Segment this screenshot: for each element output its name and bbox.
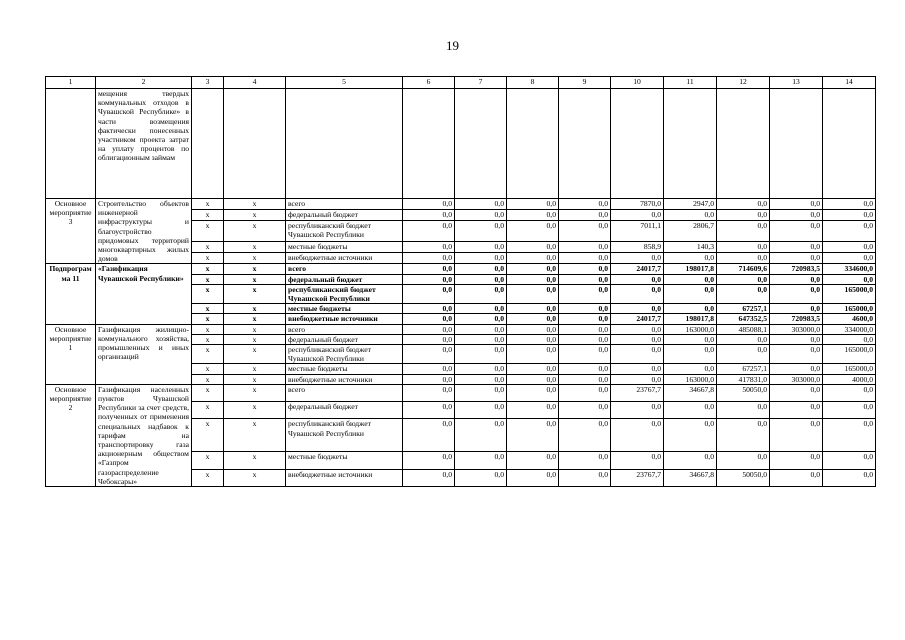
- amount-cell: 0,0: [507, 253, 559, 264]
- amount-cell: 0,0: [770, 384, 823, 401]
- marker-cell: x: [192, 384, 224, 401]
- amount-cell: 4000,0: [823, 374, 876, 384]
- amount-cell: 0,0: [559, 284, 611, 303]
- amount-cell: 0,0: [823, 384, 876, 401]
- amount-cell: 0,0: [403, 334, 455, 344]
- marker-cell: x: [192, 374, 224, 384]
- amount-cell: 0,0: [507, 284, 559, 303]
- amount-cell: 0,0: [507, 304, 559, 314]
- amount-cell: 0,0: [559, 242, 611, 253]
- marker-cell: x: [224, 210, 286, 221]
- amount-cell: 0,0: [403, 221, 455, 242]
- amount-cell: 0,0: [611, 334, 664, 344]
- amount-cell: 0,0: [823, 469, 876, 486]
- marker-cell: x: [192, 242, 224, 253]
- amount-cell: 0,0: [717, 199, 770, 210]
- funding-source: всего: [286, 324, 403, 334]
- amount-cell: 0,0: [455, 210, 507, 221]
- amount-cell: 0,0: [770, 364, 823, 374]
- amount-cell: 0,0: [559, 304, 611, 314]
- amount-cell: 0,0: [455, 384, 507, 401]
- amount-cell: 0,0: [823, 221, 876, 242]
- column-header: 3: [192, 77, 224, 89]
- amount-cell: 0,0: [403, 264, 455, 274]
- funding-source: федеральный бюджет: [286, 210, 403, 221]
- amount-cell: 0,0: [403, 345, 455, 364]
- funding-source: федеральный бюджет: [286, 274, 403, 284]
- amount-cell: 0,0: [559, 334, 611, 344]
- program-code: Основное мероприятие 1: [46, 324, 96, 384]
- amount-cell: 0,0: [403, 402, 455, 419]
- amount-cell: 303000,0: [770, 374, 823, 384]
- amount-cell: 0,0: [717, 452, 770, 469]
- amount-cell: 0,0: [664, 364, 717, 374]
- amount-cell: 0,0: [611, 419, 664, 452]
- amount-cell: 0,0: [455, 264, 507, 274]
- amount-cell: 0,0: [507, 324, 559, 334]
- marker-cell: x: [192, 345, 224, 364]
- amount-cell: 0,0: [403, 469, 455, 486]
- amount-cell: 0,0: [611, 284, 664, 303]
- column-header: 14: [823, 77, 876, 89]
- amount-cell: 7870,0: [611, 199, 664, 210]
- amount-cell: 0,0: [559, 374, 611, 384]
- table-row: [46, 324, 876, 334]
- funding-source: республиканский бюджет Чувашской Республики: [286, 419, 403, 452]
- amount-cell: 0,0: [455, 374, 507, 384]
- amount-cell: 0,0: [507, 469, 559, 486]
- amount-cell: 714609,6: [717, 264, 770, 274]
- amount-cell: 0,0: [823, 253, 876, 264]
- amount-cell: 0,0: [664, 402, 717, 419]
- marker-cell: x: [224, 253, 286, 264]
- amount-cell: 0,0: [403, 452, 455, 469]
- amount-cell: 0,0: [823, 452, 876, 469]
- amount-cell: 0,0: [611, 304, 664, 314]
- program-code: Подпрограмма 11: [46, 264, 96, 324]
- amount-cell: 0,0: [455, 253, 507, 264]
- amount-cell: 303000,0: [770, 324, 823, 334]
- column-header: 13: [770, 77, 823, 89]
- amount-cell: 24017,7: [611, 314, 664, 324]
- marker-cell: x: [224, 199, 286, 210]
- table-row: [46, 199, 876, 210]
- marker-cell: x: [192, 210, 224, 221]
- page-number: 19: [446, 38, 459, 53]
- amount-cell: 23767,7: [611, 384, 664, 401]
- amount-cell: 0,0: [403, 324, 455, 334]
- amount-cell: 0,0: [559, 314, 611, 324]
- amount-cell: 0,0: [559, 253, 611, 264]
- amount-cell: 720983,5: [770, 314, 823, 324]
- marker-cell: x: [192, 364, 224, 374]
- amount-cell: 334000,0: [823, 324, 876, 334]
- amount-cell: 165000,0: [823, 284, 876, 303]
- funding-source: федеральный бюджет: [286, 334, 403, 344]
- amount-cell: 0,0: [611, 364, 664, 374]
- amount-cell: 0,0: [455, 402, 507, 419]
- amount-cell: 0,0: [770, 452, 823, 469]
- marker-cell: x: [224, 334, 286, 344]
- amount-cell: 0,0: [455, 334, 507, 344]
- marker-cell: x: [224, 284, 286, 303]
- funding-source: всего: [286, 199, 403, 210]
- amount-cell: 7011,1: [611, 221, 664, 242]
- amount-cell: 0,0: [611, 345, 664, 364]
- amount-cell: 140,3: [664, 242, 717, 253]
- amount-cell: 34667,8: [664, 469, 717, 486]
- amount-cell: 0,0: [559, 452, 611, 469]
- amount-cell: 34667,8: [664, 384, 717, 401]
- amount-cell: 0,0: [403, 199, 455, 210]
- amount-cell: 0,0: [770, 304, 823, 314]
- amount-cell: 0,0: [403, 364, 455, 374]
- marker-cell: x: [224, 345, 286, 364]
- amount-cell: 0,0: [770, 242, 823, 253]
- marker-cell: x: [192, 334, 224, 344]
- marker-cell: x: [192, 452, 224, 469]
- amount-cell: 0,0: [611, 274, 664, 284]
- marker-cell: x: [224, 419, 286, 452]
- marker-cell: x: [224, 402, 286, 419]
- marker-cell: x: [224, 304, 286, 314]
- funding-source: республиканский бюджет Чувашской Республики: [286, 345, 403, 364]
- amount-cell: 0,0: [507, 402, 559, 419]
- marker-cell: x: [224, 452, 286, 469]
- funding-source: местные бюджеты: [286, 364, 403, 374]
- amount-cell: 0,0: [403, 384, 455, 401]
- funding-source: внебюджетные источники: [286, 314, 403, 324]
- amount-cell: 0,0: [403, 304, 455, 314]
- table-row: [46, 264, 876, 274]
- amount-cell: 0,0: [664, 452, 717, 469]
- amount-cell: 0,0: [455, 221, 507, 242]
- amount-cell: 0,0: [717, 253, 770, 264]
- amount-cell: 0,0: [507, 242, 559, 253]
- column-header: 12: [717, 77, 770, 89]
- amount-cell: 0,0: [664, 304, 717, 314]
- amount-cell: 165000,0: [823, 345, 876, 364]
- marker-cell: x: [224, 324, 286, 334]
- amount-cell: 0,0: [507, 264, 559, 274]
- amount-cell: 0,0: [507, 345, 559, 364]
- marker-cell: x: [192, 419, 224, 452]
- amount-cell: 0,0: [611, 402, 664, 419]
- amount-cell: 417831,0: [717, 374, 770, 384]
- amount-cell: 0,0: [770, 221, 823, 242]
- amount-cell: 0,0: [403, 274, 455, 284]
- funding-source: местные бюджеты: [286, 452, 403, 469]
- amount-cell: 0,0: [770, 419, 823, 452]
- marker-cell: x: [224, 221, 286, 242]
- amount-cell: 0,0: [823, 274, 876, 284]
- amount-cell: 0,0: [823, 242, 876, 253]
- amount-cell: 0,0: [823, 210, 876, 221]
- marker-cell: x: [224, 384, 286, 401]
- amount-cell: 0,0: [403, 242, 455, 253]
- amount-cell: 2806,7: [664, 221, 717, 242]
- amount-cell: 198017,8: [664, 314, 717, 324]
- amount-cell: 0,0: [403, 253, 455, 264]
- amount-cell: 0,0: [770, 284, 823, 303]
- amount-cell: 0,0: [664, 274, 717, 284]
- amount-cell: 0,0: [717, 334, 770, 344]
- amount-cell: 0,0: [559, 384, 611, 401]
- amount-cell: 163000,0: [664, 374, 717, 384]
- amount-cell: 0,0: [559, 469, 611, 486]
- amount-cell: 0,0: [664, 334, 717, 344]
- column-header: 4: [224, 77, 286, 89]
- column-number-row: [46, 77, 876, 89]
- marker-cell: x: [192, 402, 224, 419]
- amount-cell: 0,0: [455, 469, 507, 486]
- amount-cell: 485088,1: [717, 324, 770, 334]
- amount-cell: 0,0: [455, 304, 507, 314]
- funding-source: местные бюджеты: [286, 242, 403, 253]
- amount-cell: 0,0: [455, 324, 507, 334]
- amount-cell: 0,0: [507, 374, 559, 384]
- marker-cell: x: [224, 469, 286, 486]
- amount-cell: 0,0: [717, 242, 770, 253]
- amount-cell: 0,0: [559, 419, 611, 452]
- amount-cell: 0,0: [664, 345, 717, 364]
- amount-cell: 0,0: [770, 199, 823, 210]
- marker-cell: x: [192, 264, 224, 274]
- amount-cell: 0,0: [455, 345, 507, 364]
- amount-cell: 0,0: [664, 253, 717, 264]
- column-header: 6: [403, 77, 455, 89]
- amount-cell: 50050,0: [717, 384, 770, 401]
- amount-cell: 0,0: [559, 345, 611, 364]
- amount-cell: 0,0: [717, 210, 770, 221]
- amount-cell: 858,9: [611, 242, 664, 253]
- amount-cell: 0,0: [717, 402, 770, 419]
- amount-cell: 0,0: [455, 274, 507, 284]
- amount-cell: 0,0: [823, 419, 876, 452]
- amount-cell: 0,0: [717, 221, 770, 242]
- marker-cell: x: [192, 314, 224, 324]
- amount-cell: 165000,0: [823, 304, 876, 314]
- amount-cell: 0,0: [611, 210, 664, 221]
- amount-cell: 334600,0: [823, 264, 876, 274]
- marker-cell: x: [224, 264, 286, 274]
- program-title: Газификация жилищно-коммунального хозяйства, промышленных и иных организаций: [96, 324, 192, 384]
- program-code: Основное мероприятие 3: [46, 199, 96, 264]
- amount-cell: 0,0: [507, 274, 559, 284]
- funding-source: местные бюджеты: [286, 304, 403, 314]
- amount-cell: 198017,8: [664, 264, 717, 274]
- amount-cell: 0,0: [770, 334, 823, 344]
- funding-source: внебюджетные источники: [286, 469, 403, 486]
- marker-cell: x: [224, 314, 286, 324]
- funding-source: всего: [286, 384, 403, 401]
- funding-source: республиканский бюджет Чувашской Республики: [286, 221, 403, 242]
- amount-cell: 0,0: [507, 419, 559, 452]
- amount-cell: 67257,1: [717, 364, 770, 374]
- amount-cell: 0,0: [455, 199, 507, 210]
- marker-cell: x: [192, 469, 224, 486]
- amount-cell: 0,0: [770, 469, 823, 486]
- amount-cell: 0,0: [507, 334, 559, 344]
- table-row: [46, 384, 876, 401]
- marker-cell: x: [224, 364, 286, 374]
- column-header: 9: [559, 77, 611, 89]
- column-header: 1: [46, 77, 96, 89]
- amount-cell: 0,0: [823, 199, 876, 210]
- amount-cell: 0,0: [770, 253, 823, 264]
- amount-cell: 0,0: [664, 284, 717, 303]
- amount-cell: 0,0: [559, 199, 611, 210]
- column-header: 7: [455, 77, 507, 89]
- marker-cell: x: [192, 324, 224, 334]
- amount-cell: 0,0: [717, 419, 770, 452]
- marker-cell: x: [192, 199, 224, 210]
- amount-cell: 0,0: [717, 284, 770, 303]
- amount-cell: 0,0: [559, 324, 611, 334]
- amount-cell: 0,0: [611, 253, 664, 264]
- amount-cell: 0,0: [559, 364, 611, 374]
- program-title: Газификация населенных пунктов Чувашской Республики за счет средств, полученных от применения специальных надбавок к тарифам на транспортировку газа акционерным обществом «Газпром газораспределение Чебоксары»: [96, 384, 192, 486]
- amount-cell: 67257,1: [717, 304, 770, 314]
- marker-cell: x: [192, 253, 224, 264]
- amount-cell: 0,0: [611, 324, 664, 334]
- amount-cell: 0,0: [559, 402, 611, 419]
- amount-cell: 0,0: [507, 221, 559, 242]
- amount-cell: 0,0: [770, 274, 823, 284]
- column-header: 5: [286, 77, 403, 89]
- amount-cell: 0,0: [455, 452, 507, 469]
- amount-cell: 0,0: [559, 210, 611, 221]
- marker-cell: x: [224, 274, 286, 284]
- funding-source: внебюджетные источники: [286, 374, 403, 384]
- amount-cell: 2947,0: [664, 199, 717, 210]
- amount-cell: 165000,0: [823, 364, 876, 374]
- amount-cell: 0,0: [403, 210, 455, 221]
- amount-cell: 0,0: [823, 402, 876, 419]
- amount-cell: 0,0: [507, 384, 559, 401]
- funding-source: федеральный бюджет: [286, 402, 403, 419]
- amount-cell: 163000,0: [664, 324, 717, 334]
- budget-table: [45, 76, 876, 487]
- amount-cell: 0,0: [403, 374, 455, 384]
- amount-cell: 0,0: [455, 364, 507, 374]
- amount-cell: 0,0: [559, 264, 611, 274]
- continued-row: [46, 89, 876, 199]
- amount-cell: 0,0: [455, 284, 507, 303]
- amount-cell: 0,0: [717, 345, 770, 364]
- amount-cell: 0,0: [455, 419, 507, 452]
- marker-cell: x: [224, 374, 286, 384]
- marker-cell: x: [192, 304, 224, 314]
- amount-cell: 0,0: [507, 314, 559, 324]
- amount-cell: 0,0: [507, 210, 559, 221]
- amount-cell: 0,0: [403, 419, 455, 452]
- amount-cell: 0,0: [611, 452, 664, 469]
- amount-cell: 0,0: [455, 242, 507, 253]
- funding-source: внебюджетные источники: [286, 253, 403, 264]
- column-header: 8: [507, 77, 559, 89]
- continued-description: мещения твердых коммунальных отходов в Чувашской Республике» в части возмещения фактически понесенных участником проекта затрат на уплату процентов по облигационным займам: [96, 89, 192, 199]
- marker-cell: x: [224, 242, 286, 253]
- program-title: «Газификация Чувашской Республики»: [96, 264, 192, 324]
- amount-cell: 4600,0: [823, 314, 876, 324]
- amount-cell: 647352,5: [717, 314, 770, 324]
- marker-cell: x: [192, 274, 224, 284]
- amount-cell: 23767,7: [611, 469, 664, 486]
- amount-cell: 0,0: [507, 199, 559, 210]
- marker-cell: x: [192, 284, 224, 303]
- amount-cell: 0,0: [664, 419, 717, 452]
- amount-cell: 0,0: [403, 314, 455, 324]
- amount-cell: 0,0: [823, 334, 876, 344]
- amount-cell: 24017,7: [611, 264, 664, 274]
- column-header: 11: [664, 77, 717, 89]
- amount-cell: 0,0: [717, 274, 770, 284]
- amount-cell: 0,0: [770, 345, 823, 364]
- funding-source: всего: [286, 264, 403, 274]
- amount-cell: 0,0: [507, 452, 559, 469]
- marker-cell: x: [192, 221, 224, 242]
- amount-cell: 720983,5: [770, 264, 823, 274]
- amount-cell: 0,0: [403, 284, 455, 303]
- amount-cell: 0,0: [664, 210, 717, 221]
- amount-cell: 0,0: [770, 402, 823, 419]
- program-title: Строительство объектов инженерной инфраструктуры и благоустройство придомовых территорий многоквартирных жилых домов: [96, 199, 192, 264]
- column-header: 10: [611, 77, 664, 89]
- amount-cell: 0,0: [611, 374, 664, 384]
- column-header: 2: [96, 77, 192, 89]
- amount-cell: 0,0: [770, 210, 823, 221]
- amount-cell: 0,0: [559, 221, 611, 242]
- program-code: Основное мероприятие 2: [46, 384, 96, 486]
- amount-cell: 0,0: [507, 364, 559, 374]
- funding-source: республиканский бюджет Чувашской Республики: [286, 284, 403, 303]
- amount-cell: 50050,0: [717, 469, 770, 486]
- amount-cell: 0,0: [455, 314, 507, 324]
- amount-cell: 0,0: [559, 274, 611, 284]
